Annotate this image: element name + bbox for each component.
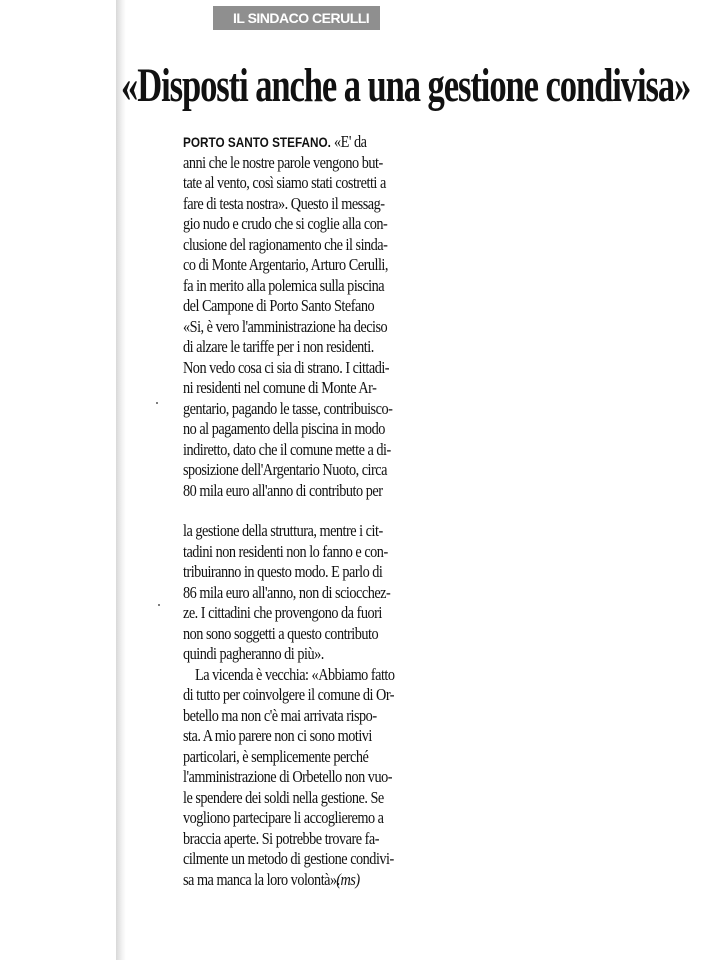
body-line-text: sa ma manca la loro volontà». xyxy=(183,869,340,889)
body-line-text: «E' da xyxy=(333,132,367,151)
body-line xyxy=(183,481,419,502)
body-line-text: sposizione dell'Argentario Nuoto, circa xyxy=(183,460,387,479)
body-line-text: di alzare le tariffe per i non residenti. xyxy=(183,337,374,356)
body-line xyxy=(183,644,419,665)
body-line-text: l'amministrazione di Orbetello non vuo- xyxy=(183,767,392,786)
body-line xyxy=(183,440,419,461)
article-headline: «Disposti anche a una gestione condivisa» xyxy=(121,59,691,112)
body-part-1 xyxy=(183,153,419,502)
body-line-text: le spendere dei soldi nella gestione. Se xyxy=(183,787,384,807)
body-line-text: di tutto per coinvolgere il comune di Or- xyxy=(183,685,395,704)
body-line-text: gentario, pagando le tasse, contribuisco- xyxy=(183,398,393,418)
scan-edge-shadow xyxy=(116,0,126,960)
body-line xyxy=(183,726,419,747)
body-part-2 xyxy=(183,521,419,890)
body-line xyxy=(183,849,419,870)
body-line xyxy=(183,132,419,153)
author-signature: (ms) xyxy=(335,869,360,889)
body-line xyxy=(183,173,419,194)
body-line-text: del Campone di Porto Santo Stefano xyxy=(183,296,375,315)
section-kicker: IL SINDACO CERULLI xyxy=(213,6,380,30)
body-line xyxy=(183,808,419,829)
body-line-text: fa in merito alla polemica sulla piscina xyxy=(183,275,385,295)
body-line xyxy=(183,194,419,215)
body-line-text: sta. A mio parere non ci sono motivi xyxy=(183,726,372,745)
body-line-text: indiretto, dato che il comune mette a di- xyxy=(183,439,391,459)
body-line xyxy=(183,214,419,235)
body-line xyxy=(183,399,419,420)
body-line-text: ze. I cittadini che provengono da fuori xyxy=(183,603,382,622)
scan-speck xyxy=(156,402,158,404)
body-line-text: tribuiranno in questo modo. E parlo di xyxy=(183,562,383,581)
body-line-text: vogliono partecipare li accoglieremo a xyxy=(183,808,384,827)
body-line-text: co di Monte Argentario, Arturo Cerulli, xyxy=(183,255,388,274)
body-line xyxy=(183,255,419,276)
body-line xyxy=(183,337,419,358)
body-line xyxy=(183,153,419,174)
body-line xyxy=(183,317,419,338)
article-body xyxy=(183,132,419,890)
body-line xyxy=(183,276,419,297)
body-line xyxy=(183,829,419,850)
body-line xyxy=(183,460,419,481)
body-line-text: gio nudo e crudo che si coglie alla con- xyxy=(183,214,388,233)
body-line xyxy=(183,583,419,604)
body-line xyxy=(183,603,419,624)
body-line xyxy=(183,624,419,645)
body-line-text: 86 mila euro all'anno, non di sciocchez- xyxy=(183,582,391,602)
body-line xyxy=(183,767,419,788)
body-line xyxy=(183,542,419,563)
body-line xyxy=(183,788,419,809)
body-line-text: Non vedo cosa ci sia di strano. I cittadi- xyxy=(183,357,390,377)
body-line-text: 80 mila euro all'anno di contributo per xyxy=(183,480,383,500)
body-line xyxy=(183,706,419,727)
body-line-text: tate al vento, così siamo stati costretti a xyxy=(183,173,386,192)
body-line-text: «Si, è vero l'amministrazione ha deciso xyxy=(183,316,388,336)
body-line-text: clusione del ragionamento che il sinda- xyxy=(183,234,388,254)
body-line-text: particolari, è semplicemente perché xyxy=(183,746,369,766)
body-line xyxy=(183,296,419,317)
body-line-text: tadini non residenti non lo fanno e con- xyxy=(183,541,388,561)
body-line xyxy=(183,235,419,256)
body-line xyxy=(183,419,419,440)
body-line xyxy=(183,870,419,891)
body-line-text: quindi pagheranno di più». xyxy=(183,644,324,663)
body-line-text: cilmente un metodo di gestione condivi- xyxy=(183,849,394,868)
body-line xyxy=(183,521,419,542)
body-line-text: no al pagamento della piscina in modo xyxy=(183,419,385,438)
body-line xyxy=(183,562,419,583)
body-line-text: la gestione della struttura, mentre i cit- xyxy=(183,521,383,540)
column-gap xyxy=(183,501,419,521)
dateline: PORTO SANTO STEFANO. xyxy=(183,134,331,150)
body-line xyxy=(183,665,419,686)
body-line-text: braccia aperte. Si potrebbe trovare fa- xyxy=(183,828,380,848)
body-line xyxy=(183,747,419,768)
body-line-text: La vicenda è vecchia: «Abbiamo fatto xyxy=(195,664,395,684)
scan-speck xyxy=(158,604,160,606)
body-line-text: betello ma non c'è mai arrivata rispo- xyxy=(183,705,377,725)
body-line-text: non sono soggetti a questo contributo xyxy=(183,623,379,643)
body-line-text: anni che le nostre parole vengono but- xyxy=(183,152,383,172)
body-line xyxy=(183,378,419,399)
body-line xyxy=(183,685,419,706)
body-line xyxy=(183,358,419,379)
body-line-text: ni residenti nel comune di Monte Ar- xyxy=(183,378,377,397)
body-line-text: fare di testa nostra». Questo il messag- xyxy=(183,193,385,213)
